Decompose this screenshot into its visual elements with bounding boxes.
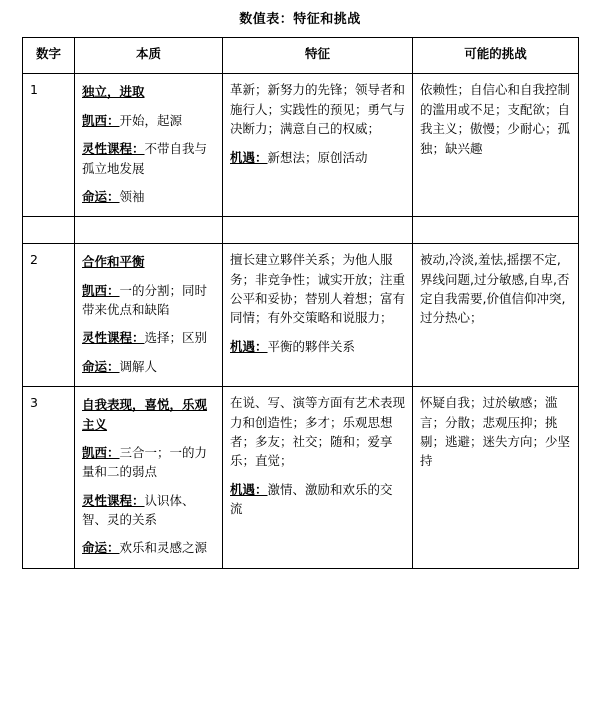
opportunity-label: 机遇： (230, 481, 268, 497)
essence-heading: 自我表现，喜悦，乐观主义 (82, 397, 208, 432)
essence-item-label: 凯西： (82, 112, 120, 128)
feature-opportunity (230, 148, 405, 167)
essence-item-text: 不带自我与孤立地发展 (82, 141, 208, 176)
table-header-row (23, 38, 579, 74)
essence-item (82, 139, 215, 178)
spacer-cell (75, 217, 223, 244)
feature-opportunity (230, 337, 405, 356)
column-header-challenge: 可能的挑战 (413, 38, 579, 74)
cell-feature (223, 244, 413, 387)
essence-item (82, 281, 215, 320)
cell-number: 3 (23, 387, 75, 569)
table-header (23, 38, 579, 74)
feature-body: 擅长建立夥伴关系；为他人服务；非竞争性；诚实开放；注重公平和妥协；替别人着想；富有同情；有外交策略和说服力； (230, 252, 406, 326)
table-row-spacer (23, 217, 579, 244)
essence-item-text: 调解人 (119, 358, 158, 374)
table-row (23, 244, 579, 387)
essence-item-text: 开始，起源 (119, 112, 183, 128)
opportunity-text: 激情、激励和欢乐的交流 (230, 481, 393, 516)
spacer-cell (223, 217, 413, 244)
cell-challenge: 怀疑自我；过於敏感；滥言；分散；悲观压抑；挑剔；逃避；迷失方向；少坚持 (413, 387, 579, 569)
table-body (23, 74, 579, 568)
cell-feature (223, 74, 413, 217)
essence-item-label: 灵性课程： (82, 330, 145, 346)
essence-item-label: 命运： (82, 358, 120, 374)
feature-opportunity (230, 480, 405, 519)
column-header-feature: 特征 (223, 38, 413, 74)
cell-number: 2 (23, 244, 75, 387)
spacer-cell (23, 217, 75, 244)
essence-item-text: 一的分割；同时带来优点和缺陷 (82, 282, 208, 317)
table-row (23, 387, 579, 569)
essence-item-label: 命运： (82, 188, 120, 204)
essence-item-label: 命运： (82, 540, 120, 556)
opportunity-text: 新想法；原创活动 (267, 149, 368, 165)
column-header-essence: 本质 (75, 38, 223, 74)
essence-item-label: 灵性课程： (82, 492, 145, 508)
cell-essence (75, 74, 223, 217)
essence-item (82, 491, 215, 530)
numerology-table (22, 37, 579, 569)
essence-item (82, 187, 215, 206)
essence-heading: 独立，进取 (82, 84, 145, 100)
cell-feature (223, 387, 413, 569)
essence-item (82, 538, 215, 557)
essence-item-text: 领袖 (119, 188, 145, 204)
essence-item-text: 选择；区别 (144, 330, 208, 346)
cell-essence (75, 387, 223, 569)
essence-item-label: 凯西： (82, 444, 120, 460)
essence-item (82, 328, 215, 347)
cell-number: 1 (23, 74, 75, 217)
essence-item (82, 443, 215, 482)
cell-essence (75, 244, 223, 387)
cell-challenge: 依赖性；自信心和自我控制的滥用或不足；支配欲；自我主义；傲慢；少耐心；孤独；缺兴趣 (413, 74, 579, 217)
essence-item-label: 凯西： (82, 282, 120, 298)
page-title: 数值表：特征和挑战 (239, 12, 361, 27)
opportunity-text: 平衡的夥伴关系 (267, 338, 356, 354)
opportunity-label: 机遇： (230, 149, 268, 165)
feature-body: 革新；新努力的先锋；领导者和施行人；实践性的预见；勇气与决断力；满意自己的权威； (230, 82, 406, 137)
essence-item-text: 认识体、智、灵的关系 (82, 492, 195, 527)
essence-item-label: 灵性课程： (82, 141, 145, 157)
essence-heading: 合作和平衡 (82, 254, 145, 270)
essence-item-text: 三合一；一的力量和二的弱点 (82, 444, 208, 480)
table-row (23, 74, 579, 217)
essence-item (82, 357, 215, 376)
opportunity-label: 机遇： (230, 338, 268, 354)
essence-item-text: 欢乐和灵感之源 (119, 540, 208, 556)
spacer-cell (413, 217, 579, 244)
column-header-number: 数字 (23, 38, 75, 74)
feature-body: 在说、写、演等方面有艺术表现力和创造性；多才；乐观思想者；多友；社交；随和；爱享乐；直觉； (230, 395, 406, 469)
cell-challenge: 被动,冷淡,羞怯,摇摆不定,界线问题,过分敏感,自卑,否定自我需要,价值信仰冲突,过分热心； (413, 244, 579, 387)
essence-item (82, 111, 215, 130)
